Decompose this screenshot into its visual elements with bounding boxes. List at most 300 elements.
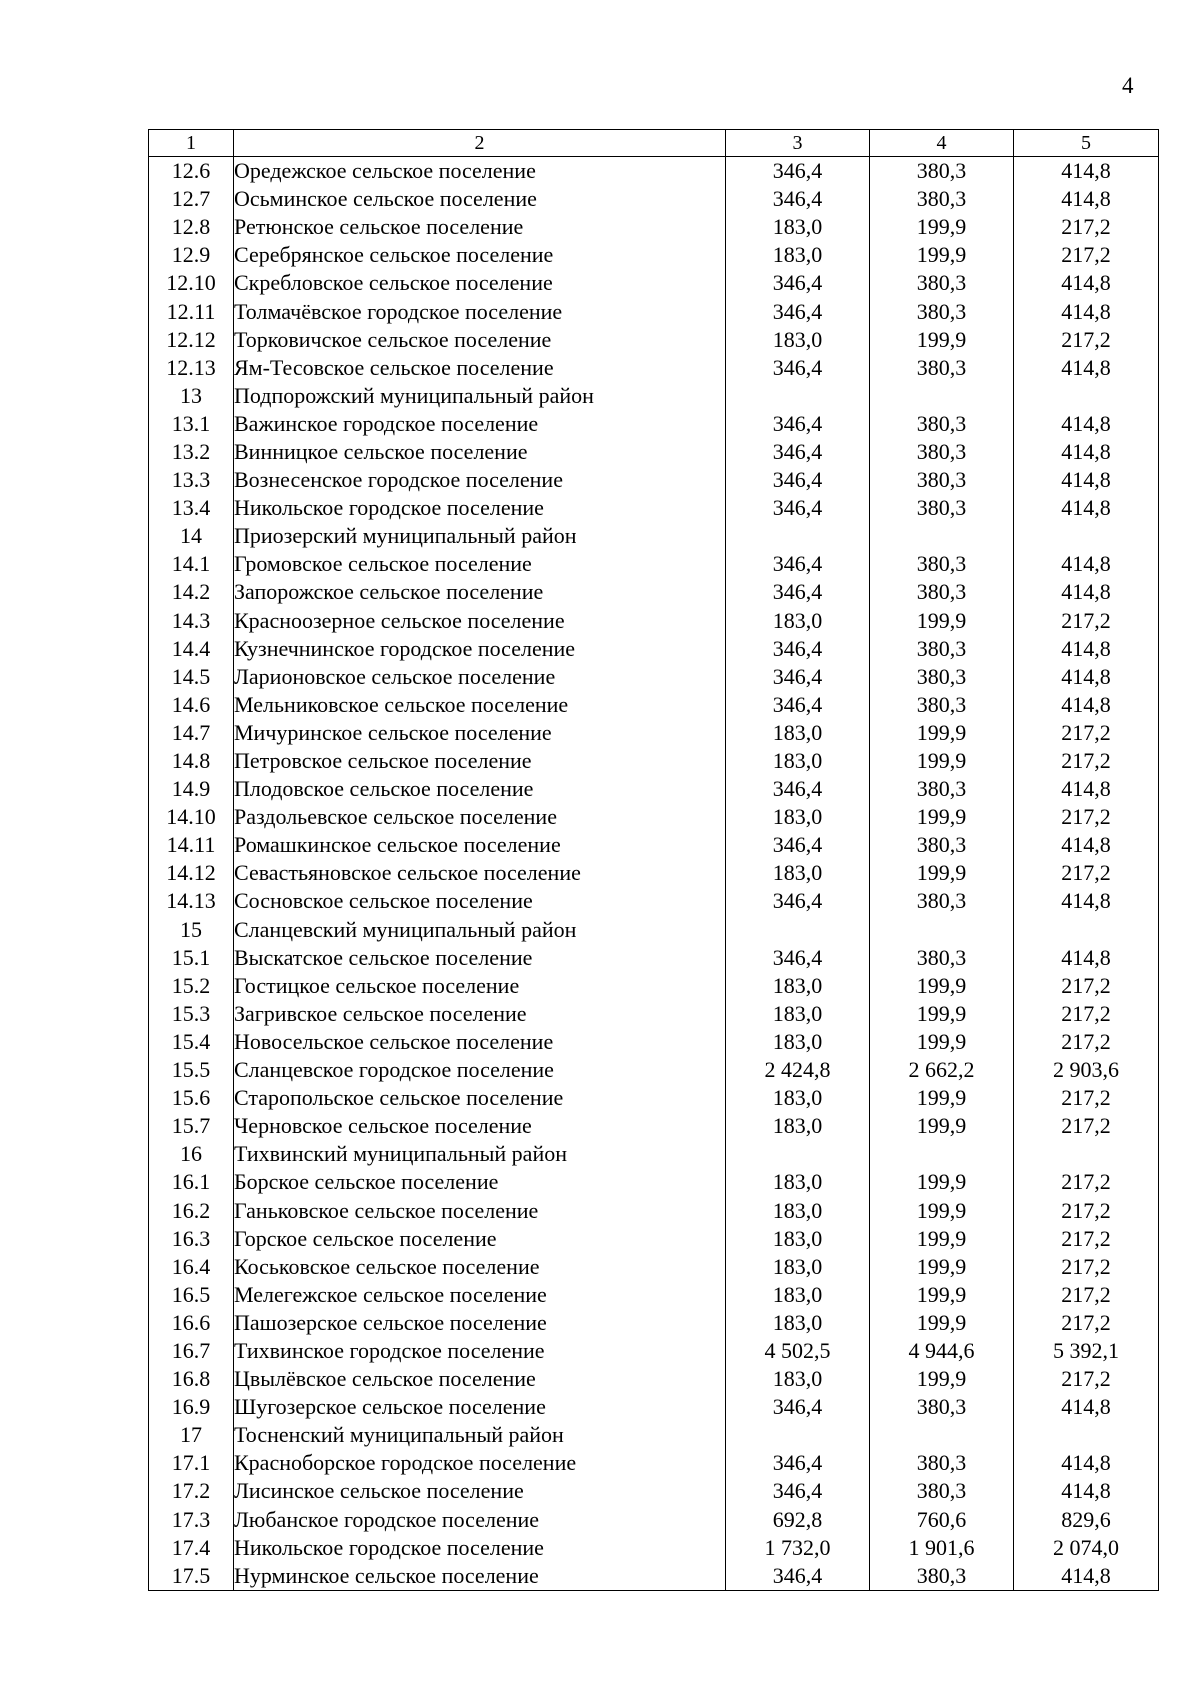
settlement-name: Выскатское сельское поселение	[234, 944, 726, 972]
settlement-name: Важинское городское поселение	[234, 410, 726, 438]
settlement-name: Скребловское сельское поселение	[234, 269, 726, 297]
value-col-4: 199,9	[870, 1281, 1014, 1309]
value-col-5: 414,8	[1014, 269, 1159, 297]
value-col-4: 199,9	[870, 1196, 1014, 1224]
value-col-5: 414,8	[1014, 663, 1159, 691]
value-col-3: 183,0	[726, 1281, 870, 1309]
header-cell-5: 5	[1014, 130, 1159, 157]
value-col-3: 183,0	[726, 719, 870, 747]
table-row	[149, 578, 1159, 606]
row-number: 13.2	[149, 438, 234, 466]
row-number: 14.9	[149, 775, 234, 803]
value-col-5: 217,2	[1014, 1168, 1159, 1196]
value-col-4: 380,3	[870, 635, 1014, 663]
value-col-3: 183,0	[726, 1225, 870, 1253]
value-col-3: 346,4	[726, 410, 870, 438]
value-col-5: 217,2	[1014, 1309, 1159, 1337]
value-col-3: 346,4	[726, 157, 870, 186]
settlement-name: Пашозерское сельское поселение	[234, 1309, 726, 1337]
settlement-name: Тихвинское городское поселение	[234, 1337, 726, 1365]
table-row	[149, 859, 1159, 887]
value-col-3: 346,4	[726, 1562, 870, 1591]
value-col-4: 380,3	[870, 185, 1014, 213]
settlement-name: Приозерский муниципальный район	[234, 522, 726, 550]
value-col-3: 183,0	[726, 1028, 870, 1056]
row-number: 14.4	[149, 635, 234, 663]
value-col-5: 217,2	[1014, 213, 1159, 241]
value-col-3: 346,4	[726, 354, 870, 382]
value-col-3: 346,4	[726, 578, 870, 606]
table-row	[149, 382, 1159, 410]
table-row	[149, 607, 1159, 635]
value-col-5: 217,2	[1014, 1365, 1159, 1393]
value-col-5: 414,8	[1014, 887, 1159, 915]
row-number: 16	[149, 1140, 234, 1168]
value-col-5: 414,8	[1014, 297, 1159, 325]
value-col-5: 414,8	[1014, 550, 1159, 578]
value-col-5	[1014, 1140, 1159, 1168]
value-col-4: 199,9	[870, 803, 1014, 831]
value-col-5: 414,8	[1014, 494, 1159, 522]
row-number: 12.10	[149, 269, 234, 297]
value-col-3	[726, 382, 870, 410]
table-row	[149, 831, 1159, 859]
settlement-name: Коськовское сельское поселение	[234, 1253, 726, 1281]
table-row	[149, 944, 1159, 972]
value-col-3: 183,0	[726, 607, 870, 635]
settlement-name: Гостицкое сельское поселение	[234, 972, 726, 1000]
value-col-3: 183,0	[726, 1365, 870, 1393]
value-col-3: 183,0	[726, 859, 870, 887]
value-col-5: 5 392,1	[1014, 1337, 1159, 1365]
row-number: 16.9	[149, 1393, 234, 1421]
value-col-3: 183,0	[726, 1196, 870, 1224]
table-row	[149, 1056, 1159, 1084]
settlement-name: Лисинское сельское поселение	[234, 1477, 726, 1505]
value-col-5: 217,2	[1014, 241, 1159, 269]
table-row	[149, 916, 1159, 944]
table-row	[149, 1112, 1159, 1140]
value-col-5: 414,8	[1014, 578, 1159, 606]
settlement-name: Ганьковское сельское поселение	[234, 1196, 726, 1224]
settlement-name: Мельниковское сельское поселение	[234, 691, 726, 719]
value-col-4: 380,3	[870, 887, 1014, 915]
value-col-3: 183,0	[726, 803, 870, 831]
value-col-5: 414,8	[1014, 1393, 1159, 1421]
value-col-4: 199,9	[870, 1028, 1014, 1056]
value-col-3: 183,0	[726, 1309, 870, 1337]
table-row	[149, 719, 1159, 747]
table-row	[149, 1309, 1159, 1337]
table-row	[149, 1225, 1159, 1253]
value-col-4	[870, 916, 1014, 944]
row-number: 14.8	[149, 747, 234, 775]
value-col-4: 380,3	[870, 578, 1014, 606]
value-col-4	[870, 1140, 1014, 1168]
settlement-name: Борское сельское поселение	[234, 1168, 726, 1196]
settlement-name: Красноборское городское поселение	[234, 1449, 726, 1477]
value-col-5: 2 074,0	[1014, 1534, 1159, 1562]
table-body	[149, 157, 1159, 1591]
value-col-4: 199,9	[870, 1225, 1014, 1253]
value-col-3	[726, 522, 870, 550]
table-row	[149, 1337, 1159, 1365]
table-row	[149, 1534, 1159, 1562]
row-number: 16.8	[149, 1365, 234, 1393]
table-row	[149, 354, 1159, 382]
table-row	[149, 1562, 1159, 1591]
row-number: 15	[149, 916, 234, 944]
value-col-4: 199,9	[870, 607, 1014, 635]
table-row	[149, 691, 1159, 719]
value-col-4: 380,3	[870, 354, 1014, 382]
value-col-4	[870, 382, 1014, 410]
value-col-5: 414,8	[1014, 1562, 1159, 1591]
value-col-5: 217,2	[1014, 1112, 1159, 1140]
value-col-5: 217,2	[1014, 747, 1159, 775]
value-col-3: 346,4	[726, 775, 870, 803]
page-number: 4	[1122, 73, 1134, 98]
value-col-5: 217,2	[1014, 1028, 1159, 1056]
settlement-name: Нурминское сельское поселение	[234, 1562, 726, 1591]
value-col-3: 346,4	[726, 438, 870, 466]
value-col-4: 380,3	[870, 944, 1014, 972]
value-col-4: 199,9	[870, 1000, 1014, 1028]
settlement-name: Сланцевский муниципальный район	[234, 916, 726, 944]
row-number: 14.12	[149, 859, 234, 887]
value-col-4: 199,9	[870, 747, 1014, 775]
table-row	[149, 1140, 1159, 1168]
settlement-name: Тихвинский муниципальный район	[234, 1140, 726, 1168]
value-col-5	[1014, 1421, 1159, 1449]
value-col-5: 217,2	[1014, 1281, 1159, 1309]
value-col-3: 346,4	[726, 269, 870, 297]
row-number: 16.7	[149, 1337, 234, 1365]
value-col-3: 183,0	[726, 747, 870, 775]
settlement-name: Оредежское сельское поселение	[234, 157, 726, 186]
settlement-name: Осьминское сельское поселение	[234, 185, 726, 213]
row-number: 16.6	[149, 1309, 234, 1337]
value-col-4: 380,3	[870, 775, 1014, 803]
settlement-name: Новосельское сельское поселение	[234, 1028, 726, 1056]
row-number: 17	[149, 1421, 234, 1449]
row-number: 15.4	[149, 1028, 234, 1056]
value-col-3: 346,4	[726, 297, 870, 325]
table-row	[149, 1196, 1159, 1224]
value-col-3: 346,4	[726, 944, 870, 972]
value-col-4: 199,9	[870, 1365, 1014, 1393]
row-number: 13.1	[149, 410, 234, 438]
value-col-5: 2 903,6	[1014, 1056, 1159, 1084]
table-row	[149, 1168, 1159, 1196]
header-cell-1: 1	[149, 130, 234, 157]
table-row	[149, 1084, 1159, 1112]
value-col-5: 217,2	[1014, 1225, 1159, 1253]
value-col-3: 346,4	[726, 1393, 870, 1421]
row-number: 17.5	[149, 1562, 234, 1591]
table-row	[149, 494, 1159, 522]
settlement-name: Черновское сельское поселение	[234, 1112, 726, 1140]
value-col-3: 346,4	[726, 691, 870, 719]
settlement-name: Подпорожский муниципальный район	[234, 382, 726, 410]
value-col-5: 414,8	[1014, 1449, 1159, 1477]
value-col-4: 199,9	[870, 719, 1014, 747]
value-col-4: 380,3	[870, 410, 1014, 438]
value-col-4: 199,9	[870, 1253, 1014, 1281]
value-col-3: 346,4	[726, 494, 870, 522]
value-col-5: 414,8	[1014, 466, 1159, 494]
value-col-4: 199,9	[870, 972, 1014, 1000]
table-row	[149, 972, 1159, 1000]
table-row	[149, 410, 1159, 438]
settlement-name: Загривское сельское поселение	[234, 1000, 726, 1028]
value-col-5: 217,2	[1014, 1196, 1159, 1224]
table-row	[149, 241, 1159, 269]
value-col-5: 217,2	[1014, 803, 1159, 831]
value-col-4: 380,3	[870, 831, 1014, 859]
value-col-5: 217,2	[1014, 972, 1159, 1000]
table-row	[149, 1253, 1159, 1281]
settlement-name: Тосненский муниципальный район	[234, 1421, 726, 1449]
row-number: 17.4	[149, 1534, 234, 1562]
value-col-5: 414,8	[1014, 438, 1159, 466]
value-col-4: 380,3	[870, 550, 1014, 578]
value-col-5: 217,2	[1014, 1084, 1159, 1112]
value-col-5: 414,8	[1014, 157, 1159, 186]
settlement-name: Торковичское сельское поселение	[234, 326, 726, 354]
table-row	[149, 269, 1159, 297]
row-number: 15.5	[149, 1056, 234, 1084]
value-col-4	[870, 522, 1014, 550]
settlement-name: Ларионовское сельское поселение	[234, 663, 726, 691]
table-row	[149, 1421, 1159, 1449]
settlement-name: Плодовское сельское поселение	[234, 775, 726, 803]
settlement-name: Никольское городское поселение	[234, 1534, 726, 1562]
settlement-name: Громовское сельское поселение	[234, 550, 726, 578]
value-col-5: 414,8	[1014, 354, 1159, 382]
table-row	[149, 1393, 1159, 1421]
value-col-4: 199,9	[870, 241, 1014, 269]
table-row	[149, 747, 1159, 775]
row-number: 16.4	[149, 1253, 234, 1281]
table-row	[149, 775, 1159, 803]
value-col-3: 183,0	[726, 1168, 870, 1196]
value-col-3: 183,0	[726, 1084, 870, 1112]
table-row	[149, 1506, 1159, 1534]
value-col-4: 199,9	[870, 1112, 1014, 1140]
settlement-name: Запорожское сельское поселение	[234, 578, 726, 606]
row-number: 16.2	[149, 1196, 234, 1224]
settlement-name: Никольское городское поселение	[234, 494, 726, 522]
value-col-4: 199,9	[870, 1309, 1014, 1337]
settlement-name: Толмачёвское городское поселение	[234, 297, 726, 325]
value-col-3: 346,4	[726, 185, 870, 213]
settlement-name: Ромашкинское сельское поселение	[234, 831, 726, 859]
row-number: 15.6	[149, 1084, 234, 1112]
value-col-3	[726, 916, 870, 944]
value-col-3: 183,0	[726, 972, 870, 1000]
table-row	[149, 297, 1159, 325]
table-row	[149, 1000, 1159, 1028]
value-col-4: 380,3	[870, 269, 1014, 297]
header-cell-2: 2	[234, 130, 726, 157]
table-row	[149, 1365, 1159, 1393]
table-row	[149, 438, 1159, 466]
value-col-4: 380,3	[870, 1562, 1014, 1591]
settlement-name: Мичуринское сельское поселение	[234, 719, 726, 747]
value-col-5: 217,2	[1014, 1253, 1159, 1281]
row-number: 17.2	[149, 1477, 234, 1505]
value-col-5: 414,8	[1014, 944, 1159, 972]
value-col-5: 217,2	[1014, 719, 1159, 747]
table-row	[149, 1477, 1159, 1505]
value-col-3	[726, 1140, 870, 1168]
table-row	[149, 1449, 1159, 1477]
value-col-3: 346,4	[726, 550, 870, 578]
value-col-5: 414,8	[1014, 831, 1159, 859]
value-col-4: 380,3	[870, 494, 1014, 522]
header-cell-4: 4	[870, 130, 1014, 157]
row-number: 14.6	[149, 691, 234, 719]
value-col-4: 380,3	[870, 663, 1014, 691]
row-number: 14.1	[149, 550, 234, 578]
settlement-name: Красноозерное сельское поселение	[234, 607, 726, 635]
header-cell-3: 3	[726, 130, 870, 157]
value-col-4: 199,9	[870, 1084, 1014, 1112]
value-col-4: 380,3	[870, 466, 1014, 494]
value-col-4: 380,3	[870, 1393, 1014, 1421]
value-col-5: 217,2	[1014, 859, 1159, 887]
row-number: 12.8	[149, 213, 234, 241]
row-number: 14.11	[149, 831, 234, 859]
row-number: 14.3	[149, 607, 234, 635]
value-col-3: 692,8	[726, 1506, 870, 1534]
row-number: 13.3	[149, 466, 234, 494]
table-row	[149, 326, 1159, 354]
value-col-4: 380,3	[870, 438, 1014, 466]
settlement-name: Винницкое сельское поселение	[234, 438, 726, 466]
row-number: 12.7	[149, 185, 234, 213]
settlement-name: Цвылёвское сельское поселение	[234, 1365, 726, 1393]
table-row	[149, 887, 1159, 915]
value-col-5: 414,8	[1014, 775, 1159, 803]
table-row	[149, 550, 1159, 578]
value-col-5: 414,8	[1014, 691, 1159, 719]
row-number: 12.9	[149, 241, 234, 269]
settlement-name: Любанское городское поселение	[234, 1506, 726, 1534]
value-col-3: 346,4	[726, 887, 870, 915]
settlement-name: Мелегежское сельское поселение	[234, 1281, 726, 1309]
value-col-3: 346,4	[726, 635, 870, 663]
value-col-5: 217,2	[1014, 607, 1159, 635]
value-col-5: 414,8	[1014, 410, 1159, 438]
row-number: 14.7	[149, 719, 234, 747]
row-number: 12.11	[149, 297, 234, 325]
value-col-4: 1 901,6	[870, 1534, 1014, 1562]
value-col-3: 346,4	[726, 1477, 870, 1505]
row-number: 13.4	[149, 494, 234, 522]
value-col-3: 346,4	[726, 466, 870, 494]
row-number: 15.7	[149, 1112, 234, 1140]
table-row	[149, 635, 1159, 663]
table-row	[149, 466, 1159, 494]
value-col-4: 4 944,6	[870, 1337, 1014, 1365]
settlement-name: Шугозерское сельское поселение	[234, 1393, 726, 1421]
value-col-3: 183,0	[726, 326, 870, 354]
value-col-3: 346,4	[726, 831, 870, 859]
value-col-4: 2 662,2	[870, 1056, 1014, 1084]
table-row	[149, 663, 1159, 691]
value-col-4	[870, 1421, 1014, 1449]
value-col-4: 380,3	[870, 1449, 1014, 1477]
value-col-3: 183,0	[726, 213, 870, 241]
table-row	[149, 803, 1159, 831]
settlement-name: Кузнечнинское городское поселение	[234, 635, 726, 663]
table-row	[149, 185, 1159, 213]
value-col-4: 380,3	[870, 157, 1014, 186]
value-col-5: 414,8	[1014, 185, 1159, 213]
value-col-5: 217,2	[1014, 1000, 1159, 1028]
value-col-4: 380,3	[870, 1477, 1014, 1505]
row-number: 15.3	[149, 1000, 234, 1028]
settlement-name: Старопольское сельское поселение	[234, 1084, 726, 1112]
value-col-4: 760,6	[870, 1506, 1014, 1534]
row-number: 16.1	[149, 1168, 234, 1196]
row-number: 14.13	[149, 887, 234, 915]
value-col-3: 4 502,5	[726, 1337, 870, 1365]
row-number: 16.5	[149, 1281, 234, 1309]
value-col-4: 199,9	[870, 859, 1014, 887]
value-col-5: 414,8	[1014, 635, 1159, 663]
value-col-3: 183,0	[726, 1112, 870, 1140]
settlement-name: Сосновское сельское поселение	[234, 887, 726, 915]
value-col-4: 380,3	[870, 297, 1014, 325]
row-number: 14.2	[149, 578, 234, 606]
value-col-3: 346,4	[726, 1449, 870, 1477]
settlement-name: Серебрянское сельское поселение	[234, 241, 726, 269]
value-col-5	[1014, 916, 1159, 944]
table-row	[149, 157, 1159, 186]
value-col-3	[726, 1421, 870, 1449]
table-row	[149, 1028, 1159, 1056]
value-col-3: 183,0	[726, 241, 870, 269]
value-col-3: 346,4	[726, 663, 870, 691]
row-number: 12.12	[149, 326, 234, 354]
row-number: 14.10	[149, 803, 234, 831]
settlement-name: Горское сельское поселение	[234, 1225, 726, 1253]
value-col-4: 380,3	[870, 691, 1014, 719]
table-row	[149, 522, 1159, 550]
data-table	[148, 129, 1159, 1591]
value-col-3: 183,0	[726, 1000, 870, 1028]
settlement-name: Ретюнское сельское поселение	[234, 213, 726, 241]
row-number: 17.3	[149, 1506, 234, 1534]
value-col-3: 183,0	[726, 1253, 870, 1281]
settlement-name: Раздольевское сельское поселение	[234, 803, 726, 831]
settlement-name: Севастьяновское сельское поселение	[234, 859, 726, 887]
header-row	[149, 130, 1159, 157]
value-col-4: 199,9	[870, 326, 1014, 354]
row-number: 14	[149, 522, 234, 550]
value-col-4: 199,9	[870, 1168, 1014, 1196]
value-col-5	[1014, 382, 1159, 410]
value-col-5: 414,8	[1014, 1477, 1159, 1505]
settlement-name: Сланцевское городское поселение	[234, 1056, 726, 1084]
row-number: 14.5	[149, 663, 234, 691]
value-col-3: 1 732,0	[726, 1534, 870, 1562]
table-row	[149, 213, 1159, 241]
row-number: 12.13	[149, 354, 234, 382]
